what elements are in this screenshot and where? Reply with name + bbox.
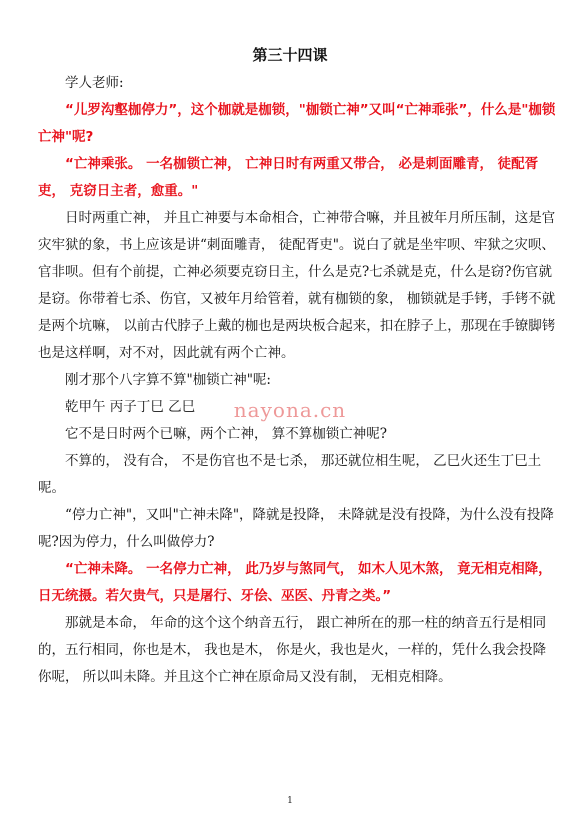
paragraph-8: “停力亡神"，又叫"亡神未降"，降就是投降， 未降就是没有投降，为什么没有投降呢?因为停力，什么叫做停力?: [38, 507, 554, 550]
paragraph-7: 不算的， 没有合， 不是伤官也不是七杀， 那还就位相生呢， 乙巳火还生丁巳土呢。: [38, 453, 542, 496]
page-number: 1: [287, 796, 293, 806]
salutation: 学人老师:: [65, 75, 124, 91]
page-title: 第三十四课: [252, 46, 328, 64]
paragraph-9: “亡神未降。 一名停力亡神， 此乃岁与煞同气， 如木人见木煞， 竟无相克相降，日无统摄。若欠贵气，只是屠行、牙侩、巫医、丹青之类。”: [38, 561, 552, 604]
document-body: [38, 70, 558, 691]
paragraph-2: “亡神乘张。 一名枷锁亡神， 亡神日时有两重又带合， 必是刺面雕青， 徒配胥吏， 克窃日主者，愈重。": [38, 156, 539, 199]
paragraph-5: 乾甲午 丙子丁巳 乙巳: [65, 399, 196, 415]
watermark: nayona.cn: [233, 398, 347, 422]
paragraph-1: “儿罗沟壑枷停力”，这个枷就是枷锁，"枷锁亡神”又叫“亡神乖张”，什么是"枷锁亡神"呢?: [38, 102, 556, 145]
paragraph-10: 那就是本命， 年命的这个这个纳音五行， 跟亡神所在的那一柱的纳音五行是相同的，五行相同，你也是木， 我也是木， 你是火，我也是火，一样的，凭什么我会投降你呢， 所以叫未降。并且这个亡神在原命局又没有制， 无相克相降。: [38, 615, 547, 685]
paragraph-6: 它不是日时两个已嘛，两个亡神， 算不算枷锁亡神呢?: [65, 426, 388, 442]
paragraph-3: 日时两重亡神， 并且亡神要与本命相合，亡神带合嘛，并且被年月所压制，这是官灾牢狱的象，书上应该是讲“刺面雕青， 徒配胥吏"。说白了就是坐牢呗、牢狱之灾呗、官非呗。但有个前提，亡神必须要克窃日主，什么是克?七杀就是克，什么是窃?伤官就是窃。你带着七杀、伤官，又被年月给管着，就有枷锁的象， 枷锁就是手铐，手铐不就是两个坑嘛， 以前古代脖子上戴的枷也是两块板合起来，扣在脖子上，那现在手镣脚铐也是这样啊，对不对，因此就有两个亡神。: [38, 210, 556, 361]
paragraph-4: 刚才那个八字算不算"枷锁亡神"呢:: [65, 372, 271, 388]
